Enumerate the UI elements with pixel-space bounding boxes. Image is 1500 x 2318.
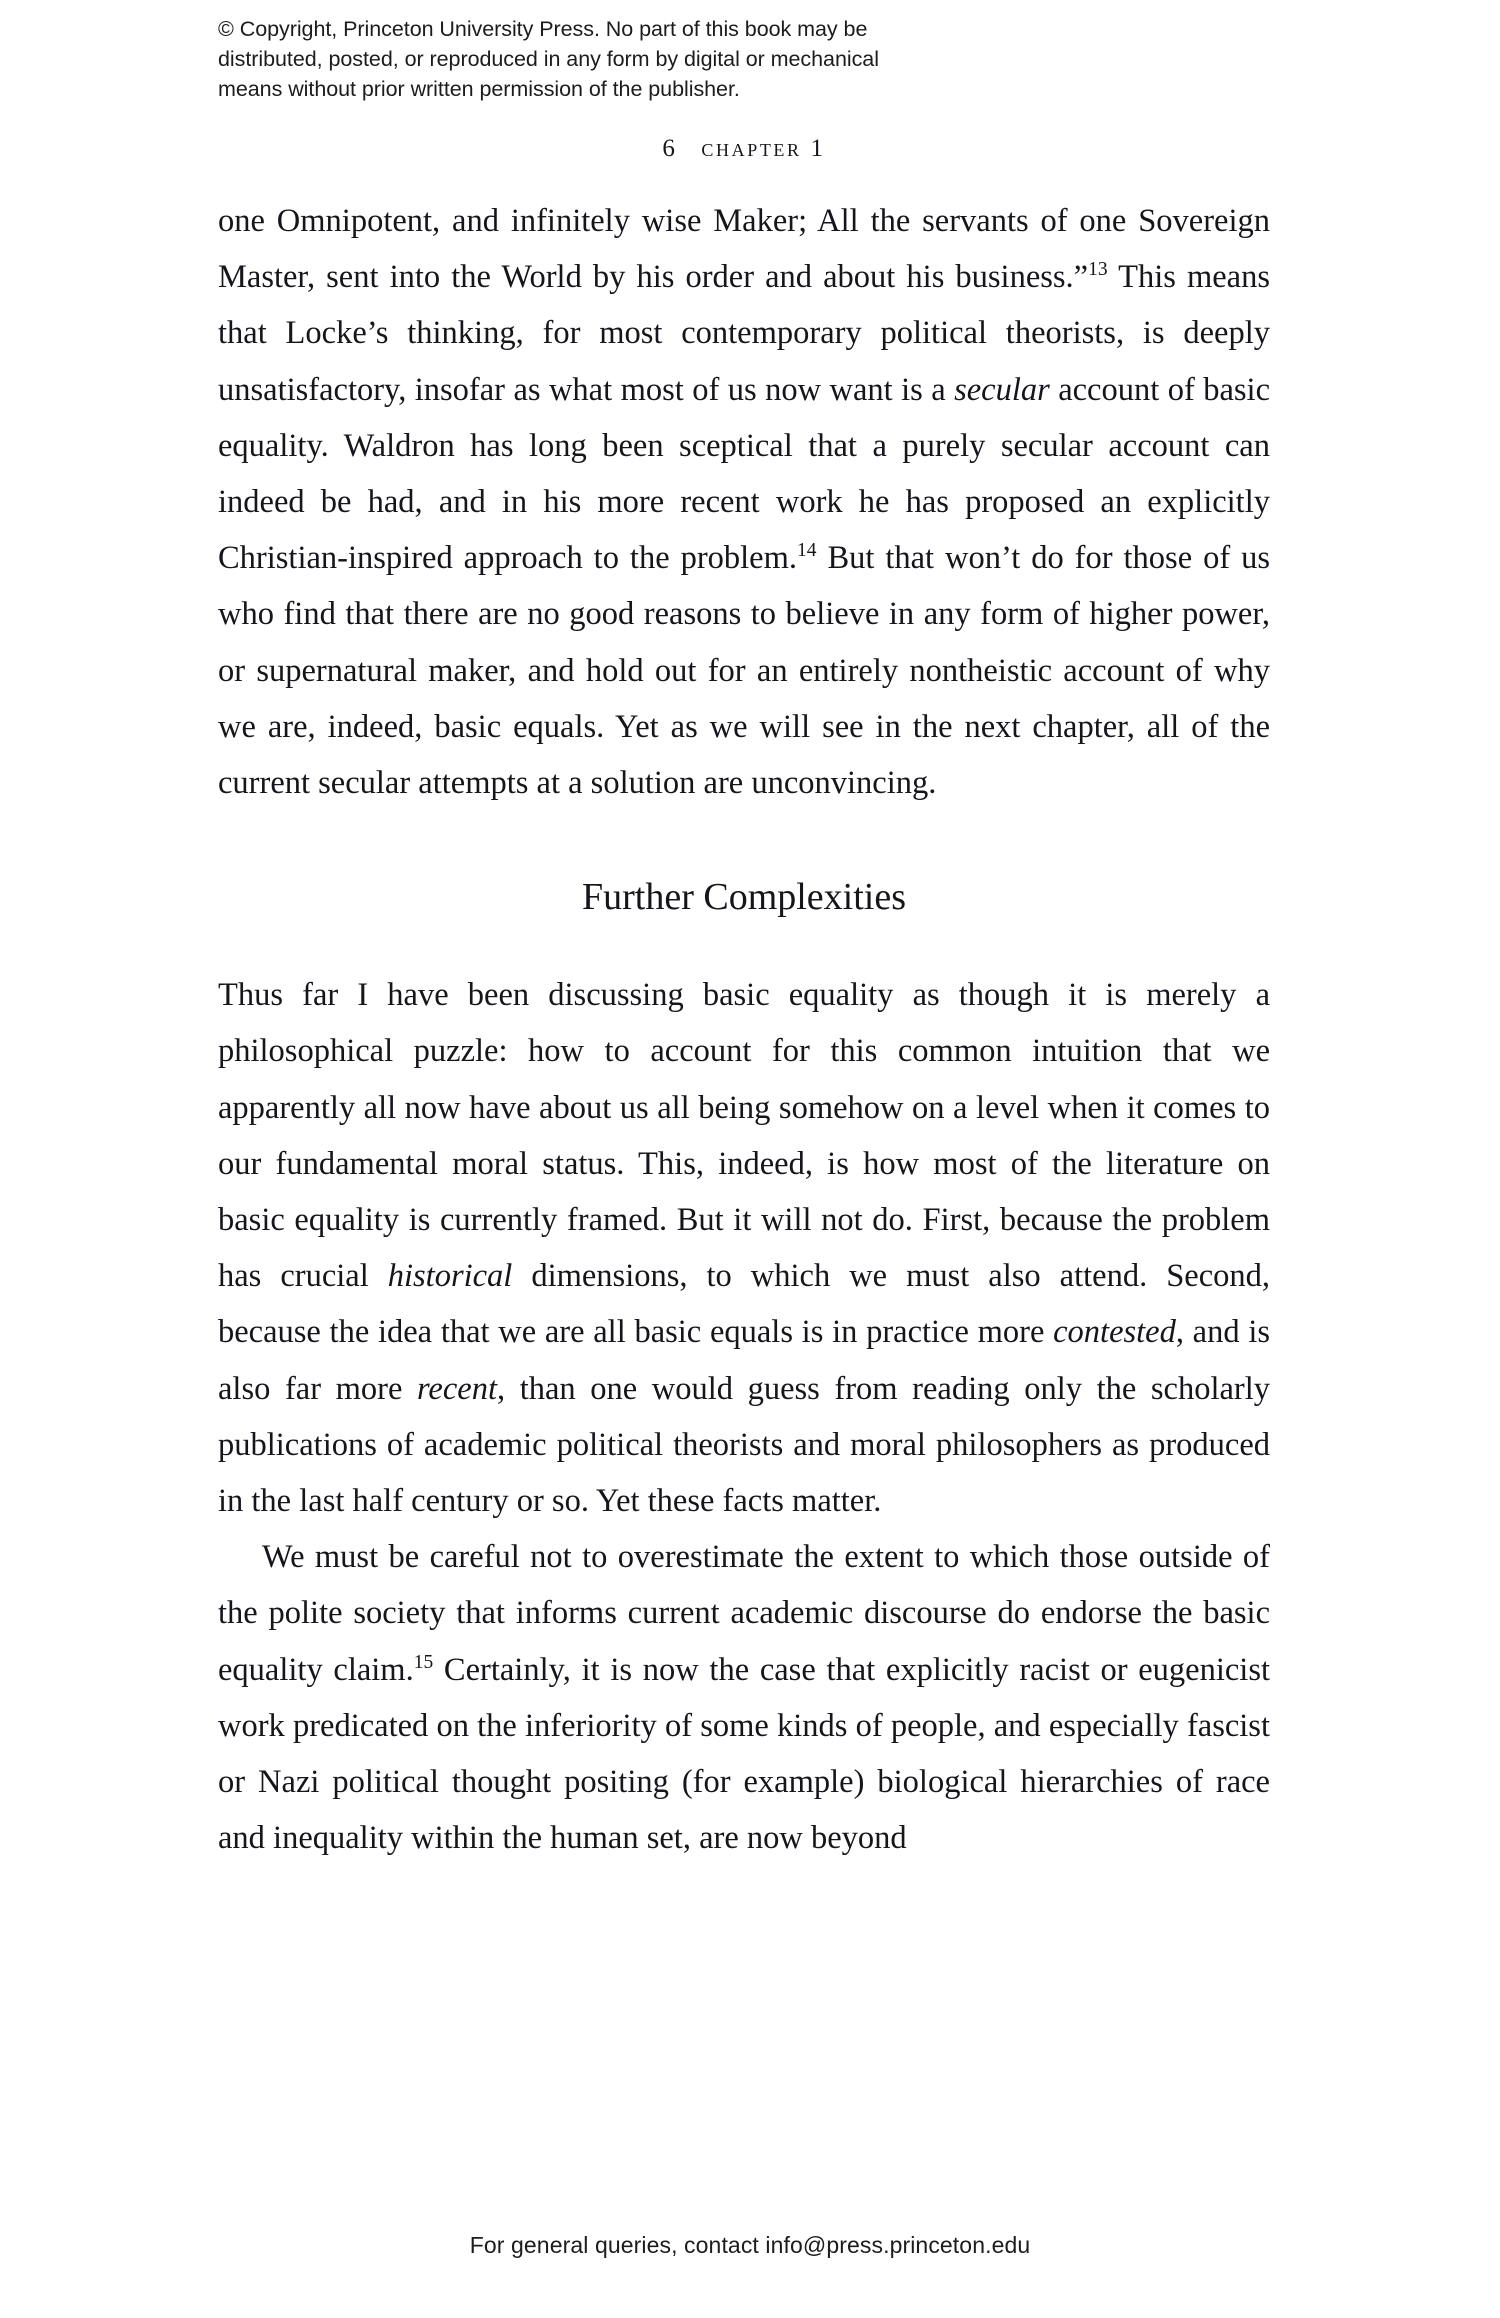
emphasis-contested: contested <box>1053 1314 1176 1351</box>
paragraph-2-text-a: Thus far I have been discussing basic equality as though it is merely a philosophical puzzle: how to account for this common intuition that we apparently all now have about us all being somehow on a level when it comes to our fundamental moral status. This, indeed, is how most of the literature on basic equality is currently framed. But it will not do. First, because the problem has crucial <box>218 977 1270 1295</box>
emphasis-recent: recent <box>416 1370 497 1407</box>
copyright-line-1: © Copyright, Princeton University Press. No part of this book may be <box>218 17 868 41</box>
footnote-marker-14: 14 <box>797 540 817 562</box>
copyright-line-3: means without prior written permission of the publisher. <box>218 77 740 101</box>
page-footer-queries: For general queries, contact info@press.princeton.edu <box>469 2232 1031 2258</box>
paragraph-1-text-d: But that won’t do for those of us who find that there are no good reasons to believe in any form of higher power, or supernatural maker, and hold out for an entirely nontheistic account of why we are, indeed, basic equals. Yet as we will see in the next chapter, all of the current secular attempts at a solution are unconvincing. <box>218 540 1270 802</box>
paragraph-3-text-b: Certainly, it is now the case that explicitly racist or eugenicist work predicated on the inferiority of some kinds of people, and especially fascist or Nazi political thought positing (for example) biological hierarchies of race and inequality within the human set, are now beyond <box>218 1651 1270 1857</box>
paragraph-2-text-c: , and is also far more <box>218 1314 1270 1407</box>
paragraph-1-text-a: one Omnipotent, and infinitely wise Maker; All the servants of one Sovereign Master, sent into the World by his order and about his business.” <box>218 203 1270 296</box>
footnote-marker-15: 15 <box>413 1651 434 1673</box>
copyright-line-2: distributed, posted, or reproduced in any form by digital or mechanical <box>218 47 879 71</box>
paragraph-1-text-b: This means that Locke’s thinking, for most contemporary political theorists, is deeply unsatisfactory, insofar as what most of us now want is a <box>218 259 1270 408</box>
page-folio-number: 6 <box>662 135 676 162</box>
paragraph-2-text-b: dimensions, to which we must also attend. Second, because the idea that we are all basic equals is in practice more <box>218 1258 1270 1351</box>
paragraph-3-text-a: We must be careful not to overestimate the extent to which those outside of the polite society that informs current academic discourse do endorse the basic equality claim. <box>218 1539 1270 1688</box>
paragraph-third <box>218 1529 1270 1866</box>
paragraph-continued-from-previous-page <box>218 193 1270 811</box>
paragraph-1-text-c: account of basic equality. Waldron has long been sceptical that a purely secular account can indeed be had, and in his more recent work he has proposed an explicitly Christian-inspired approach to the problem. <box>218 371 1270 577</box>
paragraph-2-text-d: , than one would guess from reading only the scholarly publications of academic political theorists and moral philosophers as produced in the last half century or so. Yet these facts matter. <box>218 1370 1271 1520</box>
page-text-block <box>218 193 1270 1866</box>
copyright-notice <box>218 14 1118 104</box>
emphasis-historical: historical <box>387 1258 513 1295</box>
footnote-marker-13: 13 <box>1088 259 1108 281</box>
paragraph-section-opening <box>218 967 1270 1529</box>
emphasis-secular: secular <box>954 371 1050 408</box>
running-head-chapter-label: chapter 1 <box>701 135 826 162</box>
running-head <box>218 135 1270 163</box>
section-heading-further-complexities: Further Complexities <box>581 876 907 919</box>
